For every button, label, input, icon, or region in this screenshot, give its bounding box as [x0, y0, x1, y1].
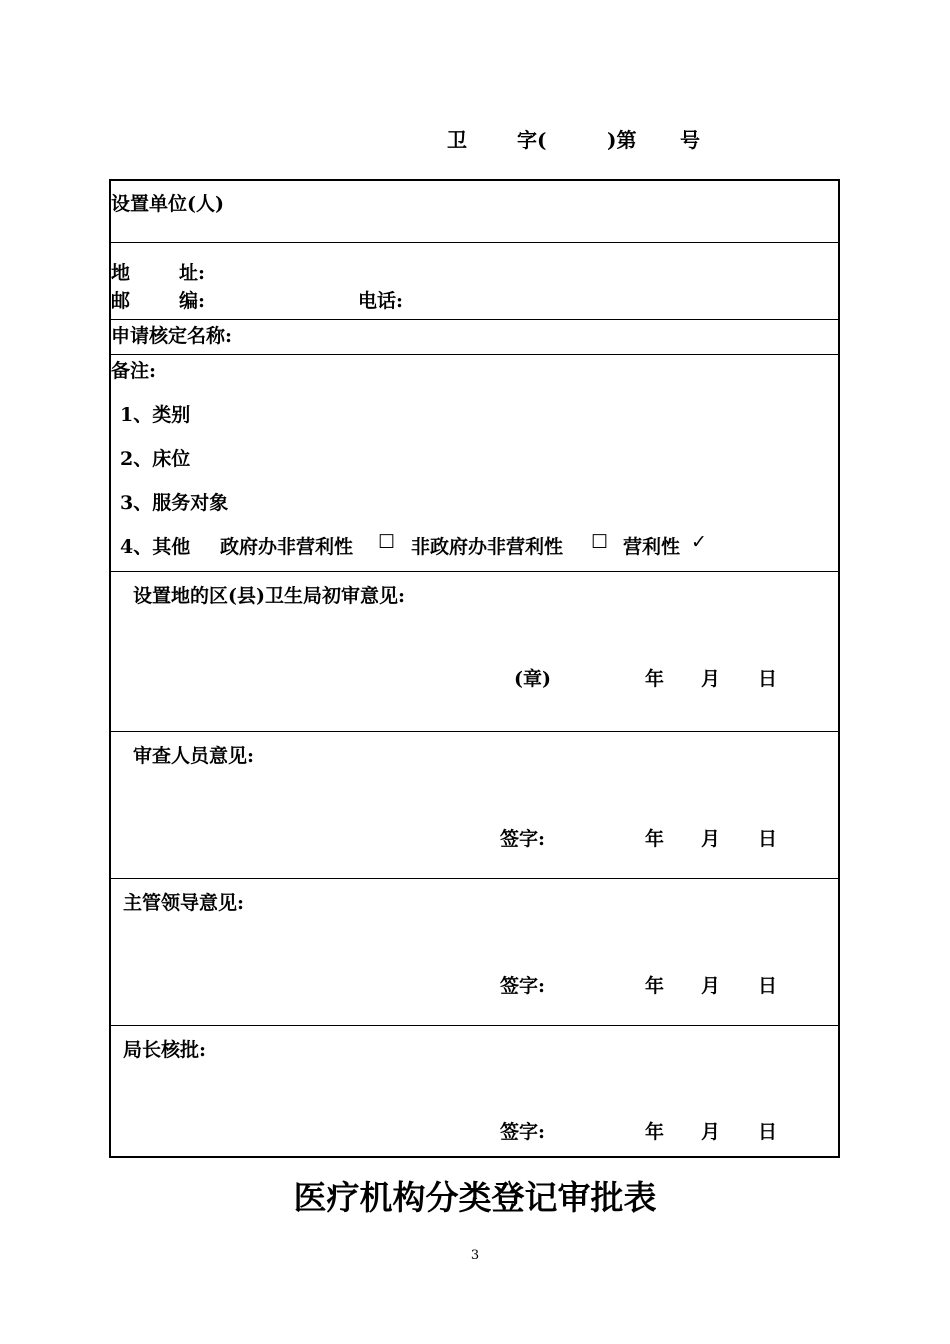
row-leader	[111, 878, 838, 1026]
leader-label: 主管领导意见:	[123, 892, 245, 914]
director-sign-label: 签字:	[500, 1121, 546, 1143]
director-label: 局长核批:	[123, 1039, 207, 1061]
apply-name-label: 申请核定名称:	[111, 325, 233, 347]
approval-form-table	[109, 179, 840, 1158]
date-year: 年	[645, 975, 665, 997]
gov-nonprofit-checkbox[interactable]: ☐	[378, 531, 396, 553]
setup-unit-label: 设置单位(人)	[111, 193, 224, 215]
row-district-review	[111, 571, 838, 732]
document-title: 医疗机构分类登记审批表	[293, 1178, 657, 1217]
page-number: 3	[470, 1248, 480, 1263]
date-day: 日	[758, 1121, 778, 1143]
row-setup-unit	[111, 181, 838, 243]
remarks-label: 备注:	[111, 360, 157, 382]
date-day: 日	[758, 828, 778, 850]
postcode-label-2: 编:	[179, 290, 206, 312]
date-year: 年	[645, 828, 665, 850]
phone-label: 电话:	[358, 290, 404, 312]
date-month: 月	[701, 668, 721, 690]
leader-sign-label: 签字:	[500, 975, 546, 997]
option-gov-nonprofit: 政府办非营利性	[220, 536, 354, 558]
date-day: 日	[758, 975, 778, 997]
remark-item-beds: 2、床位	[120, 448, 191, 470]
row-apply-name	[111, 319, 838, 355]
district-review-label: 设置地的区(县)卫生局初审意见:	[133, 585, 405, 607]
row-address	[111, 242, 838, 320]
date-month: 月	[701, 1121, 721, 1143]
remark-item-category: 1、类别	[120, 404, 191, 426]
row-reviewer	[111, 731, 838, 879]
address-label-2: 址:	[179, 262, 206, 284]
remark-item-service-target: 3、服务对象	[120, 492, 229, 514]
doc-number-zi: 字(	[517, 128, 547, 152]
doc-number-hao: 号	[680, 128, 700, 152]
date-year: 年	[645, 668, 665, 690]
date-month: 月	[701, 828, 721, 850]
row-director	[111, 1025, 838, 1158]
postcode-label-1: 邮	[111, 290, 131, 312]
for-profit-checkmark-icon[interactable]: ✓	[691, 531, 707, 553]
option-nongov-nonprofit: 非政府办非营利性	[411, 536, 564, 558]
date-month: 月	[701, 975, 721, 997]
option-for-profit: 营利性	[623, 536, 681, 558]
doc-number-di: )第	[607, 128, 637, 152]
address-label-1: 地	[111, 262, 131, 284]
date-year: 年	[645, 1121, 665, 1143]
doc-number-wei: 卫	[447, 128, 467, 152]
reviewer-label: 审查人员意见:	[133, 745, 255, 767]
row-remarks	[111, 354, 838, 572]
seal-label: (章)	[514, 668, 551, 690]
date-day: 日	[758, 668, 778, 690]
remark-item-other: 4、其他	[120, 536, 191, 558]
nongov-nonprofit-checkbox[interactable]: ☐	[591, 531, 609, 553]
reviewer-sign-label: 签字:	[500, 828, 546, 850]
